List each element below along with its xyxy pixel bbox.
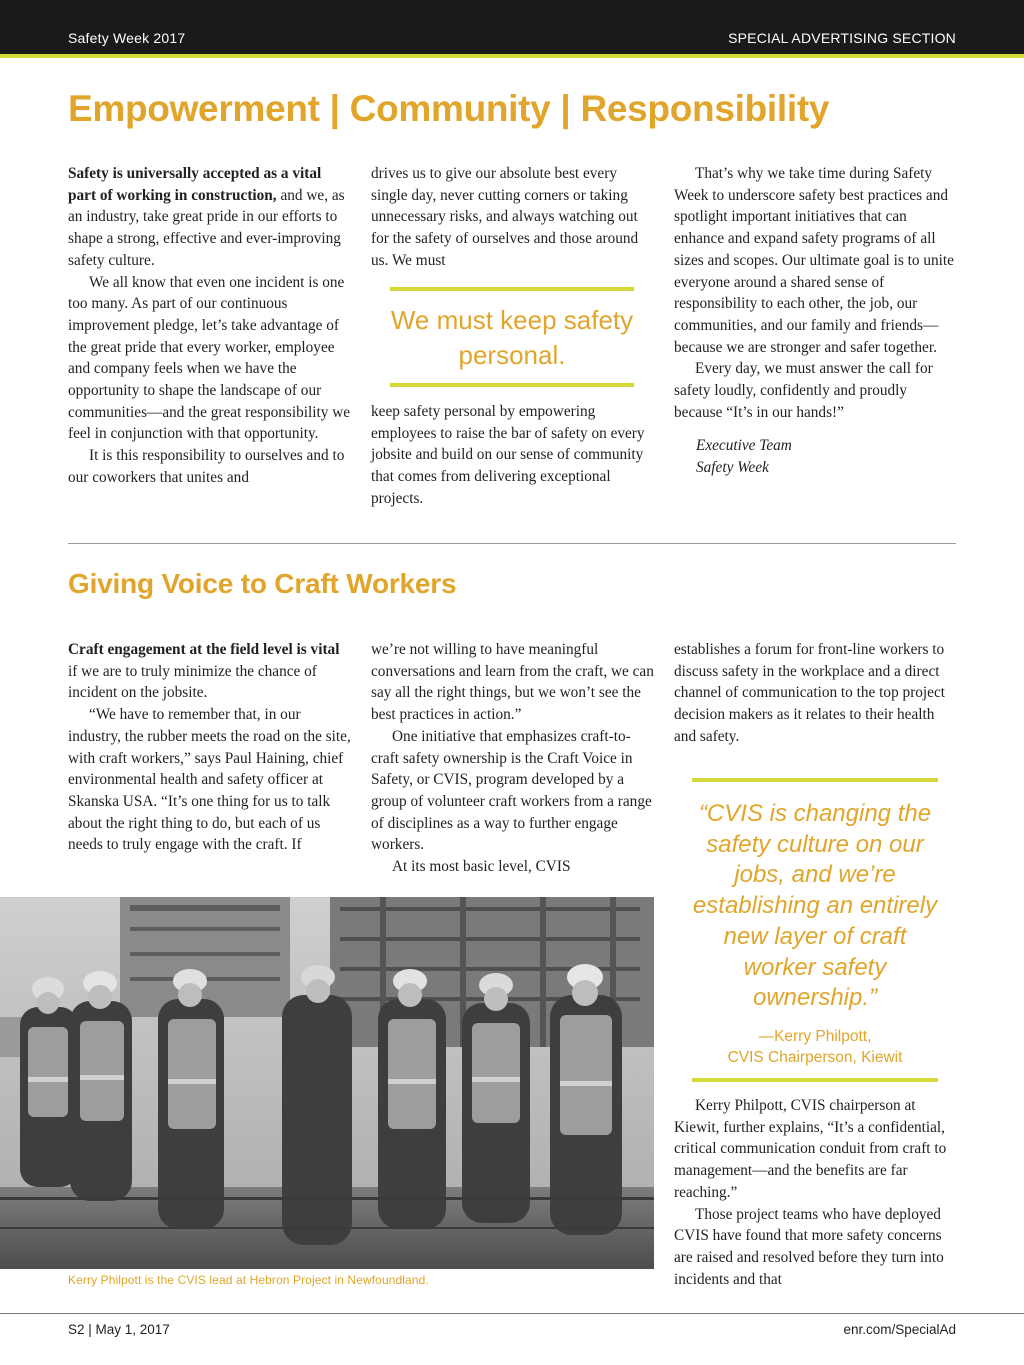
pull-quote-cvis <box>692 778 938 1082</box>
footer-rule <box>0 1313 1024 1314</box>
section1-col1-paragraph-2: We all know that even one incident is one too many. As part of our continuous improvement pledge, let’s take advantage of the great pride that every worker, employee and company feels when we have the opportunity to shape the landscape of our communities—and the great responsibility we feel in conjunction with that opportunity. <box>68 273 351 443</box>
section-divider <box>68 543 956 544</box>
section2-col3-paragraph-3: Those project teams who have deployed CVIS have found that more safety concerns are raised and resolved before they turn into incidents and that <box>674 1205 944 1288</box>
issue-label: Safety Week 2017 <box>68 30 186 46</box>
pull-quote-attribution <box>692 1026 938 1068</box>
header-bar <box>0 0 1024 54</box>
section2-col3-paragraph-1: establishes a forum for front-line workers to discuss safety in the workplace and a direct channel of communication to the top project decision makers as it relates to their health and safety. <box>674 641 946 745</box>
section2-column-3b <box>674 1095 958 1290</box>
section2-column-1 <box>68 639 352 856</box>
workers-photo-illustration <box>0 897 654 1269</box>
section-title: Giving Voice to Craft Workers <box>68 568 457 599</box>
section2-col1-paragraph-1 <box>68 639 352 704</box>
section2-column-3a <box>674 639 958 748</box>
section1-col3-paragraph-1: That’s why we take time during Safety Week to underscore safety best practices and spotlight important initiatives that can enhance and expand safety programs of all sizes and scopes. Our ultimate goal is to unite everyone around a shared sense of responsibility to each other, the job, our communities, and our family and friends—because we are stronger and safer together. <box>674 165 954 356</box>
section1-col1-paragraph-3: It is this responsibility to ourselves and to our coworkers that unites and <box>68 447 345 486</box>
section2-col2-paragraph-1: we’re not willing to have meaningful conversations and learn from the craft, we can say all the right things, but we won’t see the best practices in action.” <box>371 641 654 724</box>
page-number-date: S2 | May 1, 2017 <box>68 1322 170 1337</box>
signature-line-2: Safety Week <box>696 459 769 477</box>
page-title: Empowerment | Community | Responsibility <box>68 88 830 129</box>
section2-col2-paragraph-3: At its most basic level, CVIS <box>392 858 571 876</box>
lead-in-rest: if we are to truly minimize the chance of incident on the jobsite. <box>68 662 317 702</box>
section1-col3-paragraph-2: Every day, we must answer the call for safety loudly, confidently and proudly because “It’s in our hands!” <box>674 360 933 421</box>
photo-caption: Kerry Philpott is the CVIS lead at Hebron Project in Newfoundland. <box>68 1273 429 1287</box>
pull-quote-text: “CVIS is changing the safety culture on our jobs, and we’re establishing an entirely new layer of craft worker safety ownership.” <box>692 800 938 1012</box>
lead-in-rest: and we, as an industry, take great pride in our efforts to shape a strong, effective and ever-improving safety culture. <box>68 186 345 269</box>
footer-url: enr.com/SpecialAd <box>843 1322 956 1337</box>
section1-column-2b <box>371 401 655 510</box>
lead-in-bold: Safety is universally accepted as a vital part of working in construction, <box>68 165 322 204</box>
lead-in-bold: Craft engagement at the field level is vital <box>68 641 340 658</box>
header-rule <box>0 54 1024 58</box>
section-label: SPECIAL ADVERTISING SECTION <box>728 30 956 46</box>
pull-quote: We must keep safety personal. <box>390 287 634 387</box>
section1-column-3 <box>674 163 958 479</box>
workers-photo <box>0 897 654 1269</box>
section1-column-2a <box>371 163 655 272</box>
section2-column-2 <box>371 639 655 878</box>
attribution-title: CVIS Chairperson, Kiewit <box>727 1048 903 1066</box>
section1-col2-paragraph-2: keep safety personal by empowering employees to raise the bar of safety on every jobsite and build on our sense of community that comes from delivering exceptional projects. <box>371 403 645 507</box>
section1-col2-paragraph-1: drives us to give our absolute best every single day, never cutting corners or taking unnecessary risks, and always watching out for the safety of ourselves and those around us. We must <box>371 165 639 269</box>
section2-col2-paragraph-2: One initiative that emphasizes craft-to-craft safety ownership is the Craft Voice in Safety, or CVIS, program developed by a group of volunteer craft workers from a range of disciplines as a way to further engage workers. <box>371 727 652 854</box>
attribution-name: —Kerry Philpott, <box>758 1027 872 1045</box>
section2-col1-paragraph-2: “We have to remember that, in our industry, the rubber meets the road on the site, with craft workers,” says Paul Haining, chief environmental health and safety officer at Skanska USA. “It’s one thing for us to talk about the right thing to do, but each of us needs to truly engage with the craft. If <box>68 706 351 854</box>
section1-column-1 <box>68 163 352 489</box>
signature-line-1: Executive Team <box>696 437 792 455</box>
section1-col1-paragraph-1 <box>68 163 352 272</box>
section2-col3-paragraph-2: Kerry Philpott, CVIS chairperson at Kiewit, further explains, “It’s a confidential, critical communication conduit from craft to management—and the benefits are far reaching.” <box>674 1097 947 1201</box>
